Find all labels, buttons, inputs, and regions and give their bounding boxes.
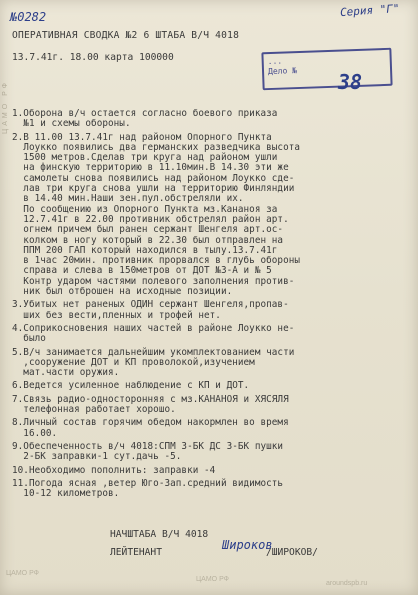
report-line: 12.7.41г в 22.00 противник обстрелял район арт. — [12, 213, 289, 225]
report-line: было — [12, 333, 46, 345]
source-watermark: aroundspb.ru — [326, 580, 368, 587]
corner-handwritten-note: Серия "Г" — [339, 1, 400, 20]
report-line: ППМ 200 ГАП который находился в тылу.13.7.41г — [12, 244, 278, 256]
report-paragraph — [12, 466, 412, 476]
report-line: 6.Ведется усиленное наблюдение с КП и ДОТ. — [12, 380, 250, 392]
handwritten-signature: Широков — [222, 538, 273, 552]
signature-block — [110, 526, 318, 562]
report-line: 8.Личный состав горячим обедом накормлен во время — [12, 417, 289, 429]
signature-title: НАЧШТАБА В/Ч 4018 — [110, 529, 209, 540]
report-line: 10-12 километров. — [12, 488, 120, 500]
report-line: Контр ударом частями полевого заполнения против- — [12, 275, 295, 287]
report-paragraph — [12, 109, 412, 130]
report-paragraph — [12, 300, 412, 321]
report-paragraph — [12, 418, 412, 439]
report-line: По сообщению из Опорного Пункта мз.Кананоя за — [12, 203, 278, 215]
archive-number: №0282 — [10, 10, 47, 24]
document-subtitle: 13.7.41г. 18.00 карта 100000 — [12, 52, 174, 63]
report-paragraph — [12, 479, 412, 500]
report-line: 9.Обеспеченность в/ч 4018:СПМ 3-БК ДС 3-БК пушки — [12, 440, 284, 452]
report-line: мат.части оружия. — [12, 367, 120, 379]
report-paragraph — [12, 442, 412, 463]
signature-rank: ЛЕЙТЕНАНТ — [110, 547, 162, 558]
signature-name: /ШИРОКОВ/ — [265, 547, 318, 558]
archive-watermark-left: ЦАМО РФ — [2, 80, 9, 134]
report-line: ших без вести,пленных и трофей нет. — [12, 309, 221, 321]
report-line: лав три круга снова ушли на территорию Финляндии — [12, 183, 295, 195]
report-paragraph — [12, 395, 412, 416]
report-line: на финскую территорию в 11.10мин.В 14.30 эти же — [12, 162, 289, 174]
stamp-line-2: Дело № — [267, 66, 298, 77]
archive-watermark-bottom-center: ЦАМО РФ — [196, 576, 229, 583]
report-line: 1.Оборона в/ч остается согласно боевого приказа — [12, 108, 278, 119]
report-line: телефонная работает хорошо. — [12, 404, 176, 416]
stamp-handwritten-number: 38 — [338, 70, 363, 94]
report-paragraph — [12, 133, 412, 298]
report-line: огнем причем был ранен сержант Шенгеля арт.ос- — [12, 224, 284, 236]
report-line: 1500 метров.Сделав три круга над районом ушли — [12, 152, 278, 164]
report-line: №1 и схемы обороны. — [12, 118, 131, 130]
report-line: в 14.40 мин.Наши зен.пул.обстреляли их. — [12, 193, 244, 205]
report-line: самолеты снова появились над районом Лоукко сде- — [12, 172, 295, 184]
report-line: в 1час 20мин. противник прорвался в глубь обороны — [12, 255, 301, 267]
report-line: Лоукко появились два германских разведчика высота — [12, 141, 301, 153]
report-line: 11.Погода ясная ,ветер Юго-Зап.средний видимость — [12, 477, 284, 489]
registration-stamp — [261, 48, 392, 91]
report-paragraph — [12, 348, 412, 379]
archive-watermark-bottom-left: ЦАМО РФ — [6, 570, 39, 577]
report-line: 5.В/ч занимается дальнейшим укомплектованием части — [12, 346, 295, 358]
report-line: 2-БК заправки-1 сут.дачь -5. — [12, 451, 182, 463]
report-body — [12, 109, 412, 502]
report-line: колком в ногу который в 22.30 был отправлен на — [12, 234, 284, 246]
report-line: справа и слева в 150метров от ДОТ №3-А и № 5 — [12, 265, 272, 277]
stamp-line-1: ... — [267, 56, 283, 67]
report-line: 4.Соприкосновения наших частей в районе Лоукко не- — [12, 322, 295, 334]
report-paragraph — [12, 381, 412, 391]
report-line: 16.00. — [12, 427, 58, 439]
report-line: ник был отброшен на исходные позиции. — [12, 286, 233, 298]
report-line: 10.Необходимо пополнить: заправки -4 — [12, 464, 216, 476]
report-paragraph — [12, 324, 412, 345]
paragraph-gap — [12, 499, 412, 502]
report-line: ,сооружение ДОТ и КП проволокой,изучением — [12, 356, 255, 368]
report-line: 7.Связь радио-односторонняя с мз.КАНАНОЯ и ХЯСЯЛЯ — [12, 393, 289, 405]
report-line: 3.Убитых нет раненых ОДИН сержант Шенгеля,пропав- — [12, 299, 289, 311]
report-line: 2.В 11.00 13.7.41г над районом Опорного Пункта — [12, 131, 272, 143]
document-title: ОПЕРАТИВНАЯ СВОДКА №2 6 ШТАБА В/Ч 4018 — [12, 30, 240, 41]
